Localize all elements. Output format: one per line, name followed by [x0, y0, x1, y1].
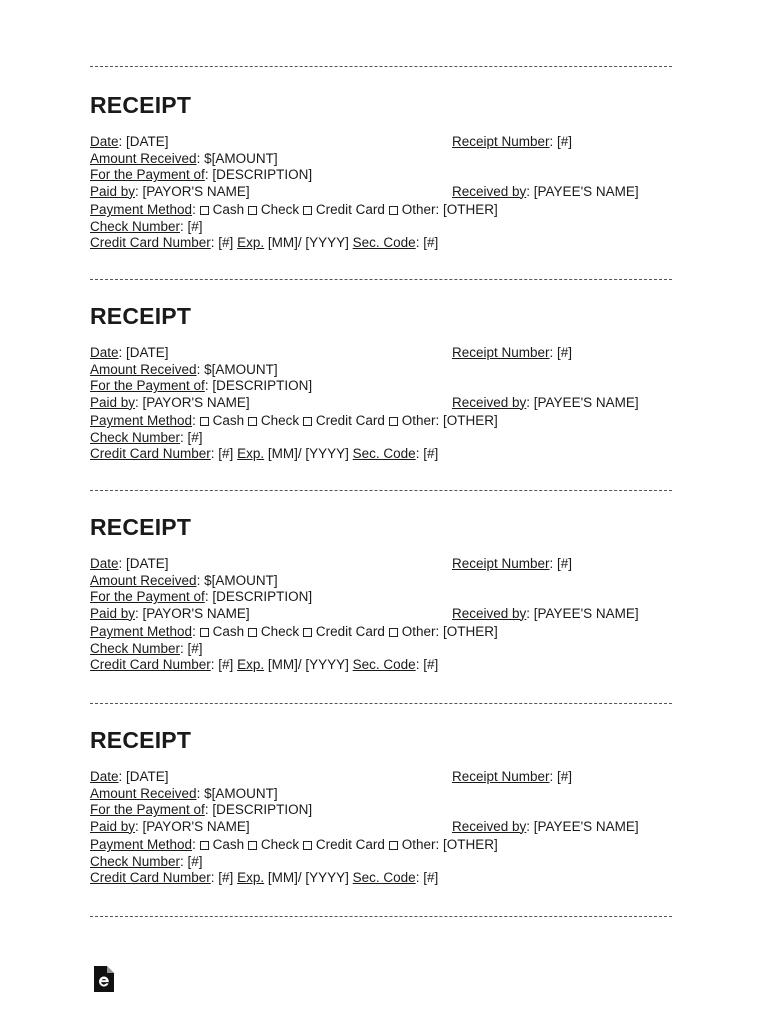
check-number-row: [90, 430, 672, 447]
sec-code-label: Sec. Code: [352, 657, 416, 672]
received-by-field: [452, 184, 639, 201]
receipt-number-value: : [#]: [549, 769, 573, 784]
date-label: Date: [90, 345, 119, 360]
exp-label: Exp.: [237, 870, 265, 885]
sec-code-label: Sec. Code: [352, 446, 416, 461]
payment-for-row: [90, 589, 672, 606]
cash-checkbox[interactable]: [200, 206, 209, 215]
payment-method-label: Payment Method: [90, 413, 193, 428]
other-checkbox[interactable]: [389, 628, 398, 637]
payment-method-label: Payment Method: [90, 837, 193, 852]
paid-by-row: [90, 395, 672, 412]
credit-card-row: [90, 870, 672, 887]
received-by-value: : [PAYEE'S NAME]: [526, 183, 639, 199]
check-number-label: Check Number: [90, 853, 181, 869]
cash-option-label: Cash: [212, 202, 245, 217]
receipt-block: [90, 727, 672, 887]
cut-line-separator: [90, 703, 672, 704]
payment-method-label: Payment Method: [90, 624, 193, 639]
credit-card-checkbox[interactable]: [303, 841, 312, 850]
cc-number-value: : [#]: [210, 870, 234, 885]
receipt-number-field: [452, 134, 572, 151]
cash-checkbox[interactable]: [200, 417, 209, 426]
cc-number-value: : [#]: [210, 657, 234, 672]
received-by-label: Received by: [452, 183, 527, 199]
check-option-label: Check: [260, 837, 300, 852]
received-by-value: : [PAYEE'S NAME]: [526, 605, 639, 621]
amount-row: [90, 786, 672, 803]
paid-by-value: : [PAYOR'S NAME]: [135, 183, 250, 199]
paid-by-row: [90, 184, 672, 201]
amount-label: Amount Received: [90, 785, 197, 801]
paid-by-label: Paid by: [90, 818, 136, 834]
check-checkbox[interactable]: [248, 417, 257, 426]
payment-for-label: For the Payment of: [90, 378, 205, 393]
cc-number-value: : [#]: [210, 446, 234, 461]
receipt-title: RECEIPT: [90, 514, 192, 540]
cut-line-separator: [90, 490, 672, 491]
received-by-label: Received by: [452, 605, 527, 621]
exp-label: Exp.: [237, 235, 265, 250]
receipt-number-field: [452, 345, 572, 362]
receipt-block: [90, 514, 672, 674]
receipt-number-field: [452, 556, 572, 573]
cc-number-label: Credit Card Number: [90, 446, 211, 461]
date-value: : [DATE]: [118, 769, 169, 784]
exp-value: [MM]/ [YYYY]: [267, 235, 349, 250]
credit-card-row: [90, 446, 672, 463]
sec-code-value: : [#]: [415, 870, 439, 885]
cash-option-label: Cash: [212, 624, 245, 639]
other-checkbox[interactable]: [389, 841, 398, 850]
check-checkbox[interactable]: [248, 628, 257, 637]
amount-value: : $[AMOUNT]: [196, 361, 278, 377]
cash-option-label: Cash: [212, 413, 245, 428]
check-option-label: Check: [260, 624, 300, 639]
check-number-label: Check Number: [90, 640, 181, 656]
check-number-label: Check Number: [90, 429, 181, 445]
amount-label: Amount Received: [90, 572, 197, 588]
paid-by-label: Paid by: [90, 183, 136, 199]
check-option-label: Check: [260, 202, 300, 217]
amount-row: [90, 151, 672, 168]
date-row: [90, 134, 672, 151]
amount-row: [90, 362, 672, 379]
date-row: [90, 345, 672, 362]
payment-for-value: : [DESCRIPTION]: [204, 167, 313, 182]
received-by-label: Received by: [452, 818, 527, 834]
payment-for-label: For the Payment of: [90, 802, 205, 817]
date-row: [90, 556, 672, 573]
receipt-title: RECEIPT: [90, 92, 192, 118]
paid-by-label: Paid by: [90, 394, 136, 410]
payment-for-row: [90, 378, 672, 395]
amount-row: [90, 573, 672, 590]
sec-code-value: : [#]: [415, 657, 439, 672]
received-by-field: [452, 606, 639, 623]
cc-number-label: Credit Card Number: [90, 235, 211, 250]
amount-label: Amount Received: [90, 150, 197, 166]
receipt-fields: [90, 769, 672, 887]
receipt-title: RECEIPT: [90, 303, 192, 329]
receipt-fields: [90, 345, 672, 463]
date-label: Date: [90, 769, 119, 784]
receipt-number-value: : [#]: [549, 134, 573, 149]
amount-value: : $[AMOUNT]: [196, 150, 278, 166]
other-option-label: Other: [OTHER]: [401, 202, 498, 217]
sec-code-value: : [#]: [415, 446, 439, 461]
receipt-block: [90, 92, 672, 252]
exp-value: [MM]/ [YYYY]: [267, 446, 349, 461]
received-by-value: : [PAYEE'S NAME]: [526, 394, 639, 410]
credit-card-checkbox[interactable]: [303, 206, 312, 215]
check-number-row: [90, 854, 672, 871]
check-number-row: [90, 641, 672, 658]
date-value: : [DATE]: [118, 556, 169, 571]
date-value: : [DATE]: [118, 134, 169, 149]
receipt-fields: [90, 134, 672, 252]
paid-by-row: [90, 819, 672, 836]
received-by-field: [452, 819, 639, 836]
received-by-value: : [PAYEE'S NAME]: [526, 818, 639, 834]
other-option-label: Other: [OTHER]: [401, 624, 498, 639]
payment-method-row: Payment Method: Cash Check Credit Card Other: [OTHER]: [90, 837, 498, 852]
check-checkbox[interactable]: [248, 206, 257, 215]
payment-method-row: Payment Method: Cash Check Credit Card Other: [OTHER]: [90, 624, 498, 639]
exp-value: [MM]/ [YYYY]: [267, 657, 349, 672]
check-option-label: Check: [260, 413, 300, 428]
date-value: : [DATE]: [118, 345, 169, 360]
receipt-number-value: : [#]: [549, 345, 573, 360]
paid-by-value: : [PAYOR'S NAME]: [135, 394, 250, 410]
document-e-logo-icon: [94, 966, 114, 992]
receipt-number-label: Receipt Number: [452, 134, 550, 149]
paid-by-value: : [PAYOR'S NAME]: [135, 605, 250, 621]
payment-method-row: Payment Method: Cash Check Credit Card Other: [OTHER]: [90, 413, 498, 428]
sec-code-label: Sec. Code: [352, 870, 416, 885]
check-number-value: : [#]: [180, 640, 203, 656]
cash-checkbox[interactable]: [200, 841, 209, 850]
amount-value: : $[AMOUNT]: [196, 572, 278, 588]
receipt-number-label: Receipt Number: [452, 345, 550, 360]
credit-card-row: [90, 657, 672, 674]
check-number-row: [90, 219, 672, 236]
payment-method-row: Payment Method: Cash Check Credit Card Other: [OTHER]: [90, 202, 498, 217]
cash-option-label: Cash: [212, 837, 245, 852]
exp-value: [MM]/ [YYYY]: [267, 870, 349, 885]
payment-for-value: : [DESCRIPTION]: [204, 802, 313, 817]
credit-card-option-label: Credit Card: [315, 202, 385, 217]
credit-card-checkbox[interactable]: [303, 628, 312, 637]
cut-line-separator: [90, 66, 672, 67]
cc-number-label: Credit Card Number: [90, 870, 211, 885]
check-number-value: : [#]: [180, 429, 203, 445]
other-option-label: Other: [OTHER]: [401, 413, 498, 428]
receipt-fields: [90, 556, 672, 674]
other-checkbox[interactable]: [389, 206, 398, 215]
paid-by-row: [90, 606, 672, 623]
credit-card-row: [90, 235, 672, 252]
credit-card-option-label: Credit Card: [315, 837, 385, 852]
receipt-number-field: [452, 769, 572, 786]
exp-label: Exp.: [237, 446, 265, 461]
date-label: Date: [90, 134, 119, 149]
cc-number-label: Credit Card Number: [90, 657, 211, 672]
payment-for-value: : [DESCRIPTION]: [204, 589, 313, 604]
other-option-label: Other: [OTHER]: [401, 837, 498, 852]
received-by-field: [452, 395, 639, 412]
payment-method-label: Payment Method: [90, 202, 193, 217]
paid-by-label: Paid by: [90, 605, 136, 621]
check-number-label: Check Number: [90, 218, 181, 234]
cut-line-separator: [90, 279, 672, 280]
exp-label: Exp.: [237, 657, 265, 672]
paid-by-value: : [PAYOR'S NAME]: [135, 818, 250, 834]
other-checkbox[interactable]: [389, 417, 398, 426]
payment-for-label: For the Payment of: [90, 167, 205, 182]
receipt-number-value: : [#]: [549, 556, 573, 571]
sec-code-value: : [#]: [415, 235, 439, 250]
payment-for-row: [90, 167, 672, 184]
credit-card-option-label: Credit Card: [315, 624, 385, 639]
payment-for-value: : [DESCRIPTION]: [204, 378, 313, 393]
payment-for-label: For the Payment of: [90, 589, 205, 604]
received-by-label: Received by: [452, 394, 527, 410]
sec-code-label: Sec. Code: [352, 235, 416, 250]
check-checkbox[interactable]: [248, 841, 257, 850]
cash-checkbox[interactable]: [200, 628, 209, 637]
amount-label: Amount Received: [90, 361, 197, 377]
cc-number-value: : [#]: [210, 235, 234, 250]
check-number-value: : [#]: [180, 218, 203, 234]
date-row: [90, 769, 672, 786]
amount-value: : $[AMOUNT]: [196, 785, 278, 801]
date-label: Date: [90, 556, 119, 571]
check-number-value: : [#]: [180, 853, 203, 869]
receipt-number-label: Receipt Number: [452, 556, 550, 571]
receipt-number-label: Receipt Number: [452, 769, 550, 784]
credit-card-option-label: Credit Card: [315, 413, 385, 428]
cut-line-separator: [90, 916, 672, 917]
receipt-title: RECEIPT: [90, 727, 192, 753]
receipt-block: [90, 303, 672, 463]
payment-for-row: [90, 802, 672, 819]
credit-card-checkbox[interactable]: [303, 417, 312, 426]
